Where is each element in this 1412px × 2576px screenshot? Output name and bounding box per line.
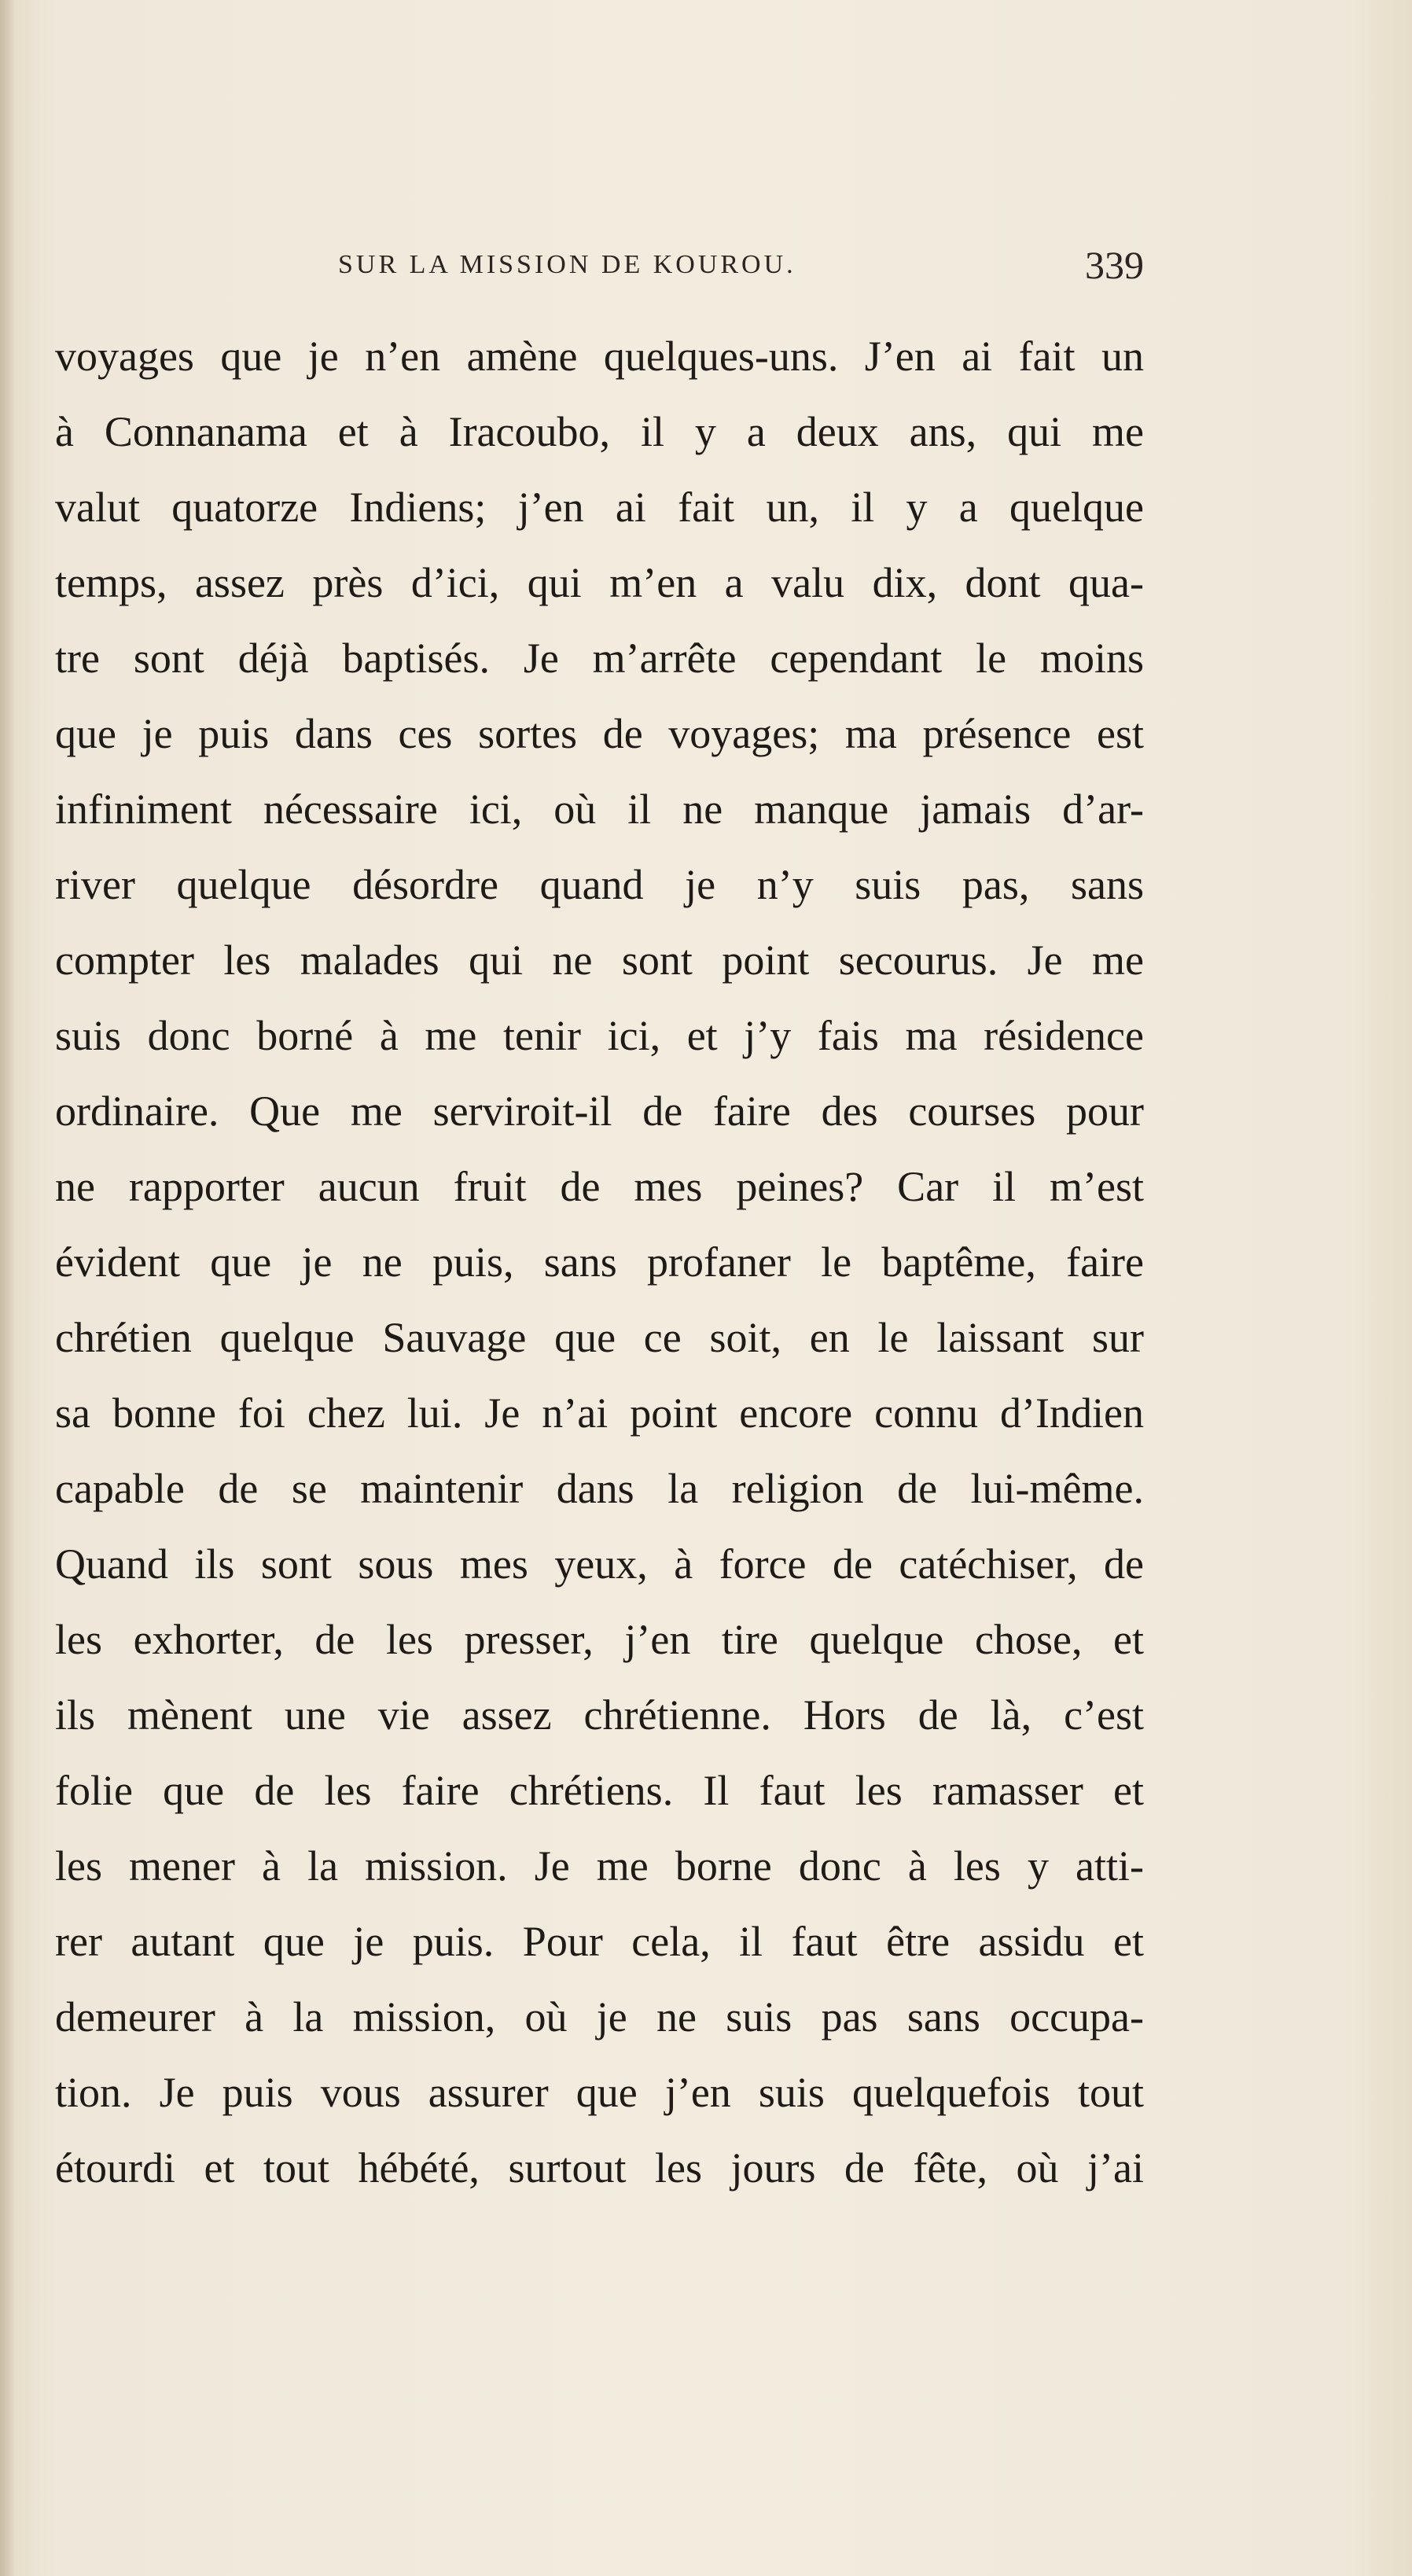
text-line: folie que de les faire chrétiens. Il faut les ramasser et [55,1767,1144,1814]
text-line: sa bonne foi chez lui. Je n’ai point encore connu d’Indien [55,1389,1144,1437]
text-line: chrétien quelque Sauvage que ce soit, en le laissant sur [55,1314,1144,1361]
text-line: Quand ils sont sous mes yeux, à force de catéchiser, de [55,1540,1144,1588]
text-line: voyages que je n’en amène quelques-uns. J’en ai fait un [55,333,1144,380]
text-line: ils mènent une vie assez chrétienne. Hors de là, c’est [55,1691,1144,1739]
text-line: compter les malades qui ne sont point secourus. Je me [55,937,1144,984]
text-line: tre sont déjà baptisés. Je m’arrête cependant le moins [55,635,1144,682]
text-line: tion. Je puis vous assurer que j’en suis quelquefois tout [55,2069,1144,2116]
text-line: suis donc borné à me tenir ici, et j’y fais ma résidence [55,1012,1144,1059]
running-title: SUR LA MISSION DE KOUROU. [338,250,796,279]
text-line: ordinaire. Que me serviroit-il de faire des courses pour [55,1087,1144,1135]
body-text [55,318,1144,2206]
page-spine-edge [0,0,14,2576]
text-line: évident que je ne puis, sans profaner le baptême, faire [55,1238,1144,1286]
text-line: que je puis dans ces sortes de voyages; ma présence est [55,710,1144,757]
text-line: étourdi et tout hébété, surtout les jours de fête, où j’ai [55,2144,1144,2191]
text-line: ne rapporter aucun fruit de mes peines? Car il m’est [55,1163,1144,1210]
page-number: 339 [1085,243,1144,287]
text-line: capable de se maintenir dans la religion de lui-même. [55,1465,1144,1512]
text-line: valut quatorze Indiens; j’en ai fait un, il y a quelque [55,484,1144,531]
text-line: infiniment nécessaire ici, où il ne manque jamais d’ar- [55,786,1144,833]
text-line: les mener à la mission. Je me borne donc à les y atti- [55,1842,1144,1890]
running-head [55,236,1144,299]
text-line: temps, assez près d’ici, qui m’en a valu dix, dont qua- [55,559,1144,606]
text-line: river quelque désordre quand je n’y suis pas, sans [55,861,1144,908]
text-line: à Connanama et à Iracoubo, il y a deux ans, qui me [55,408,1144,455]
text-line: rer autant que je puis. Pour cela, il faut être assidu et [55,1918,1144,1965]
text-line: les exhorter, de les presser, j’en tire quelque chose, et [55,1616,1144,1663]
text-line: demeurer à la mission, où je ne suis pas sans occupa- [55,1993,1144,2041]
